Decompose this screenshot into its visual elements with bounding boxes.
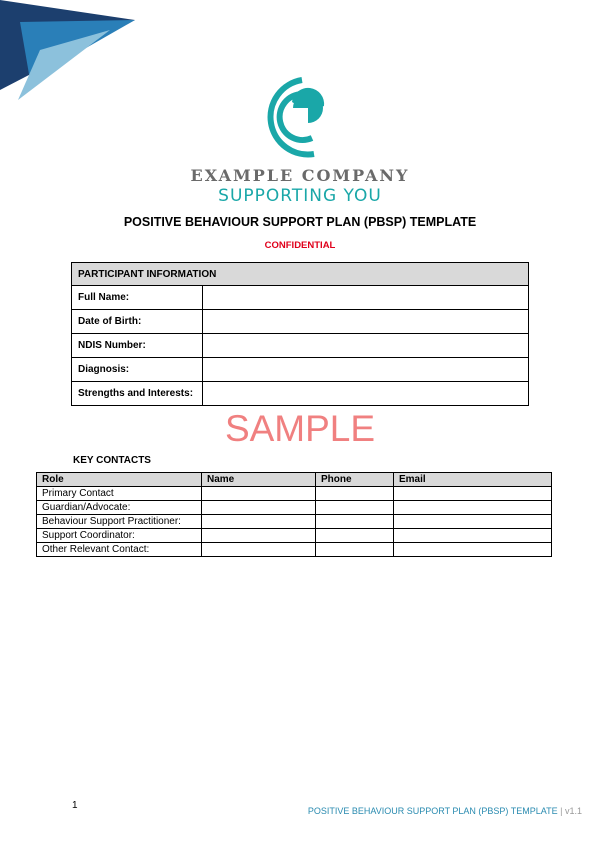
column-header-email: Email [394,473,552,487]
email-cell[interactable] [394,543,552,557]
table-row [37,529,552,543]
document-title: POSITIVE BEHAVIOUR SUPPORT PLAN (PBSP) TEMPLATE [123,215,477,229]
company-name: EXAMPLE COMPANY [190,166,410,185]
table-row [37,543,552,557]
corner-decoration [0,0,140,105]
name-cell[interactable] [202,529,316,543]
role-cell: Primary Contact [37,487,202,501]
column-header-name: Name [202,473,316,487]
role-cell: Support Coordinator: [37,529,202,543]
footer-title: POSITIVE BEHAVIOUR SUPPORT PLAN (PBSP) TEMPLATE [307,806,558,816]
role-cell: Behaviour Support Practitioner: [37,515,202,529]
full-name-label: Full Name: [72,286,203,310]
phone-cell[interactable] [316,543,394,557]
date-of-birth-field[interactable] [203,310,529,334]
participant-information-header: PARTICIPANT INFORMATION [72,263,529,286]
name-cell[interactable] [202,543,316,557]
date-of-birth-label: Date of Birth: [72,310,203,334]
company-logo-icon [262,72,340,162]
key-contacts-table [36,472,552,557]
key-contacts-title: KEY CONTACTS [73,455,151,466]
diagnosis-field[interactable] [203,358,529,382]
page-footer [308,806,582,816]
diagnosis-label: Diagnosis: [72,358,203,382]
company-tagline: SUPPORTING YOU [218,186,382,206]
participant-information-table [71,262,529,406]
page-number: 1 [72,800,78,811]
phone-cell[interactable] [316,515,394,529]
email-cell[interactable] [394,487,552,501]
ndis-number-field[interactable] [203,334,529,358]
table-row [37,487,552,501]
sample-watermark: SAMPLE [224,408,376,449]
footer-version: v1.1 [564,806,582,816]
table-row [37,501,552,515]
strengths-interests-field[interactable] [203,382,529,406]
ndis-number-label: NDIS Number: [72,334,203,358]
table-row [37,515,552,529]
full-name-field[interactable] [203,286,529,310]
email-cell[interactable] [394,529,552,543]
key-contacts-header-row [37,473,552,487]
email-cell[interactable] [394,501,552,515]
email-cell[interactable] [394,515,552,529]
name-cell[interactable] [202,515,316,529]
phone-cell[interactable] [316,487,394,501]
phone-cell[interactable] [316,529,394,543]
name-cell[interactable] [202,501,316,515]
strengths-interests-label: Strengths and Interests: [72,382,203,406]
name-cell[interactable] [202,487,316,501]
column-header-phone: Phone [316,473,394,487]
phone-cell[interactable] [316,501,394,515]
footer-separator: | [560,806,563,816]
column-header-role: Role [37,473,202,487]
role-cell: Other Relevant Contact: [37,543,202,557]
confidential-label: CONFIDENTIAL [264,240,336,251]
role-cell: Guardian/Advocate: [37,501,202,515]
